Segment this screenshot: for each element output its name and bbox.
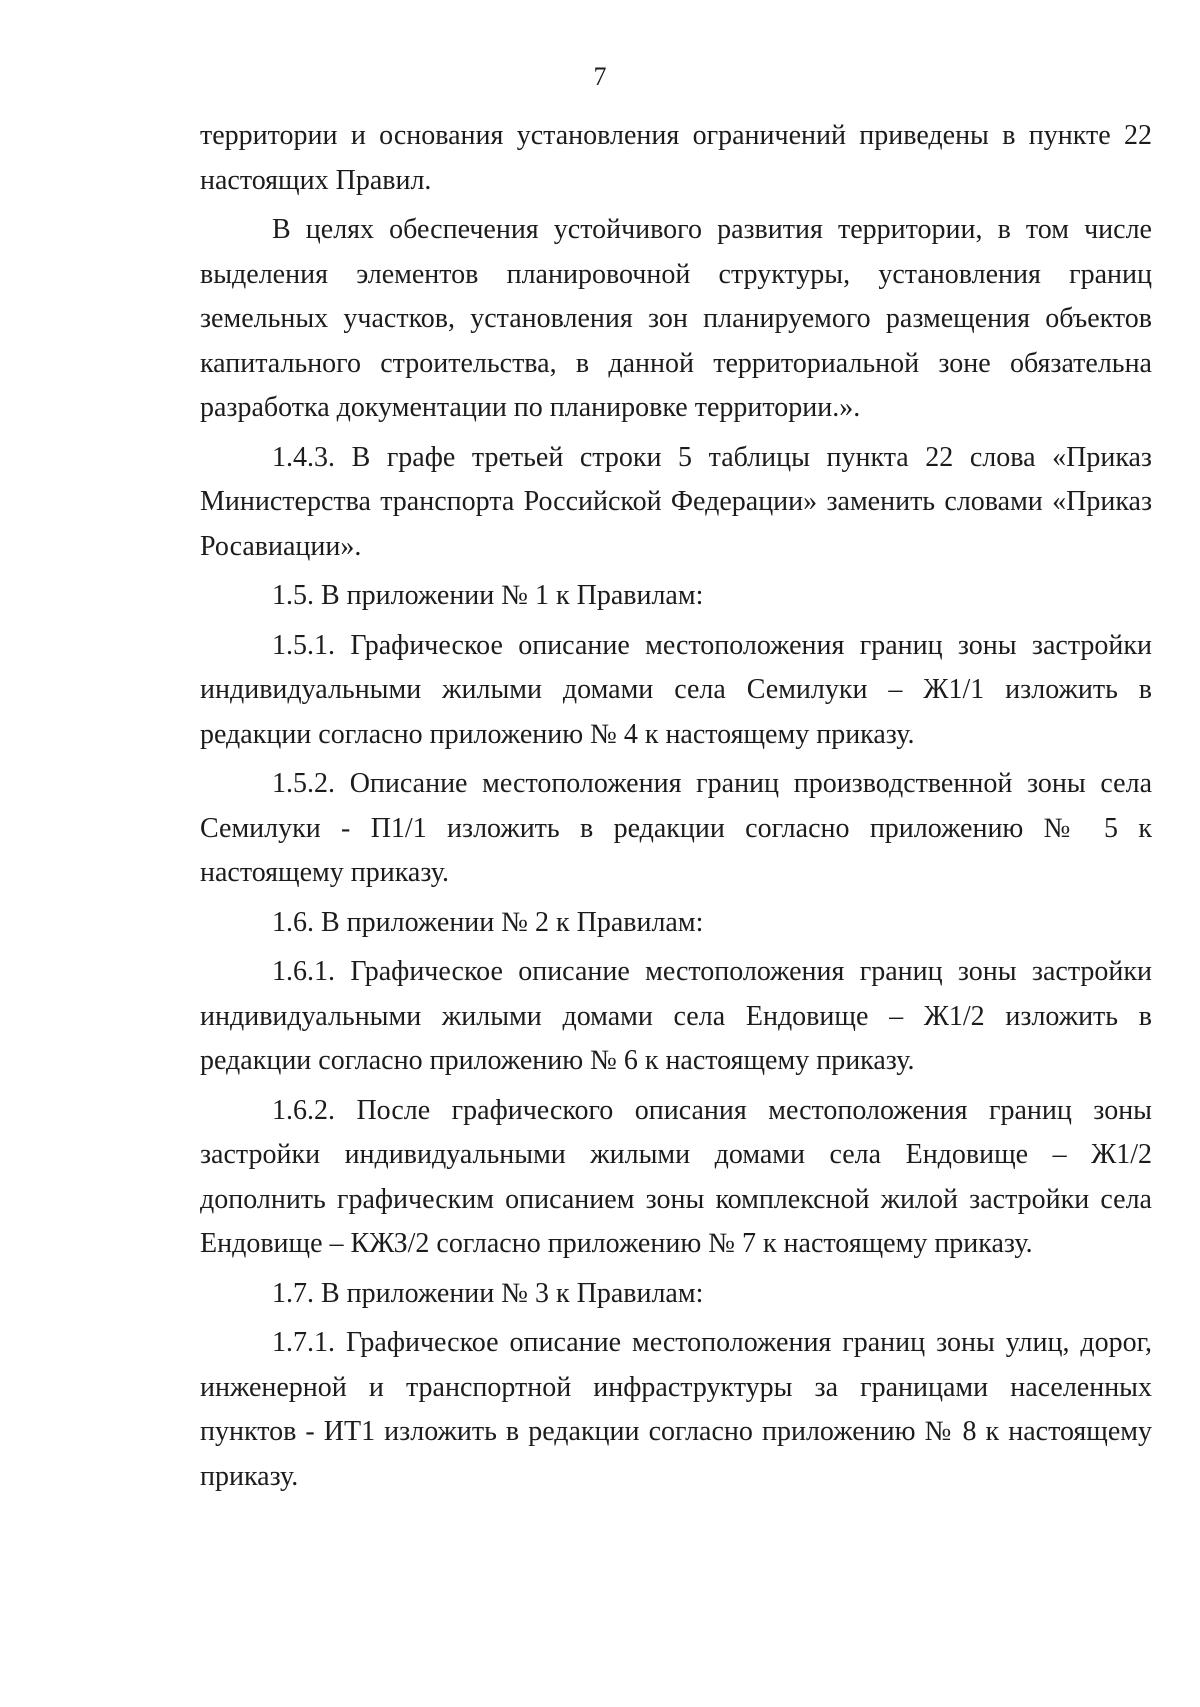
paragraph-territory-development: В целях обеспечения устойчивого развития территории, в том числе выделения элементов планировочной структуры, установления границ земельных участков, установления зон планируемого размещения объектов капитального строительства, в данной территориальной зоне обязательна разработка документации по планировке территории.». [200,214,1152,423]
paragraph-1-5-2: 1.5.2. Описание местоположения границ производственной зоны села Семилуки - П1/1 изложить в редакции согласно приложению № 5 к настоящему приказу. [200,768,1152,888]
paragraph-1-7-1: 1.7.1. Графическое описание местоположения границ зоны улиц, дорог, инженерной и транспортной инфраструктуры за границами населенных пунктов - ИТ1 изложить в редакции согласно приложению № 8 к настоящему приказу. [200,1327,1152,1492]
paragraph-1-7: 1.7. В приложении № 3 к Правилам: [272,1277,704,1309]
paragraph-1-6-1: 1.6.1. Графическое описание местоположения границ зоны застройки индивидуальными жилыми домами села Ендовище – Ж1/2 изложить в редакции согласно приложению № 6 к настоящему приказу. [200,956,1152,1076]
document-body [200,114,1152,1504]
paragraph-1-6: 1.6. В приложении № 2 к Правилам: [272,906,704,938]
page-number: 7 [593,62,607,91]
paragraph-1-6-2: 1.6.2. После графического описания местоположения границ зоны застройки индивидуальными жилыми домами села Ендовище – Ж1/2 дополнить графическим описанием зоны комплексной жилой застройки села Ендовище – КЖЗ/2 согласно приложению № 7 к настоящему приказу. [200,1094,1152,1259]
paragraph-continuation: территории и основания установления ограничений приведены в пункте 22 настоящих Правил. [200,120,1152,196]
paragraph-1-4-3: 1.4.3. В графе третьей строки 5 таблицы пункта 22 слова «Приказ Министерства транспорта Российской Федерации» заменить словами «Приказ Росавиации». [200,441,1152,562]
paragraph-1-5-1: 1.5.1. Графическое описание местоположения границ зоны застройки индивидуальными жилыми домами села Семилуки – Ж1/1 изложить в редакции согласно приложению № 4 к настоящему приказу. [200,629,1152,750]
paragraph-1-5: 1.5. В приложении № 1 к Правилам: [272,580,704,611]
